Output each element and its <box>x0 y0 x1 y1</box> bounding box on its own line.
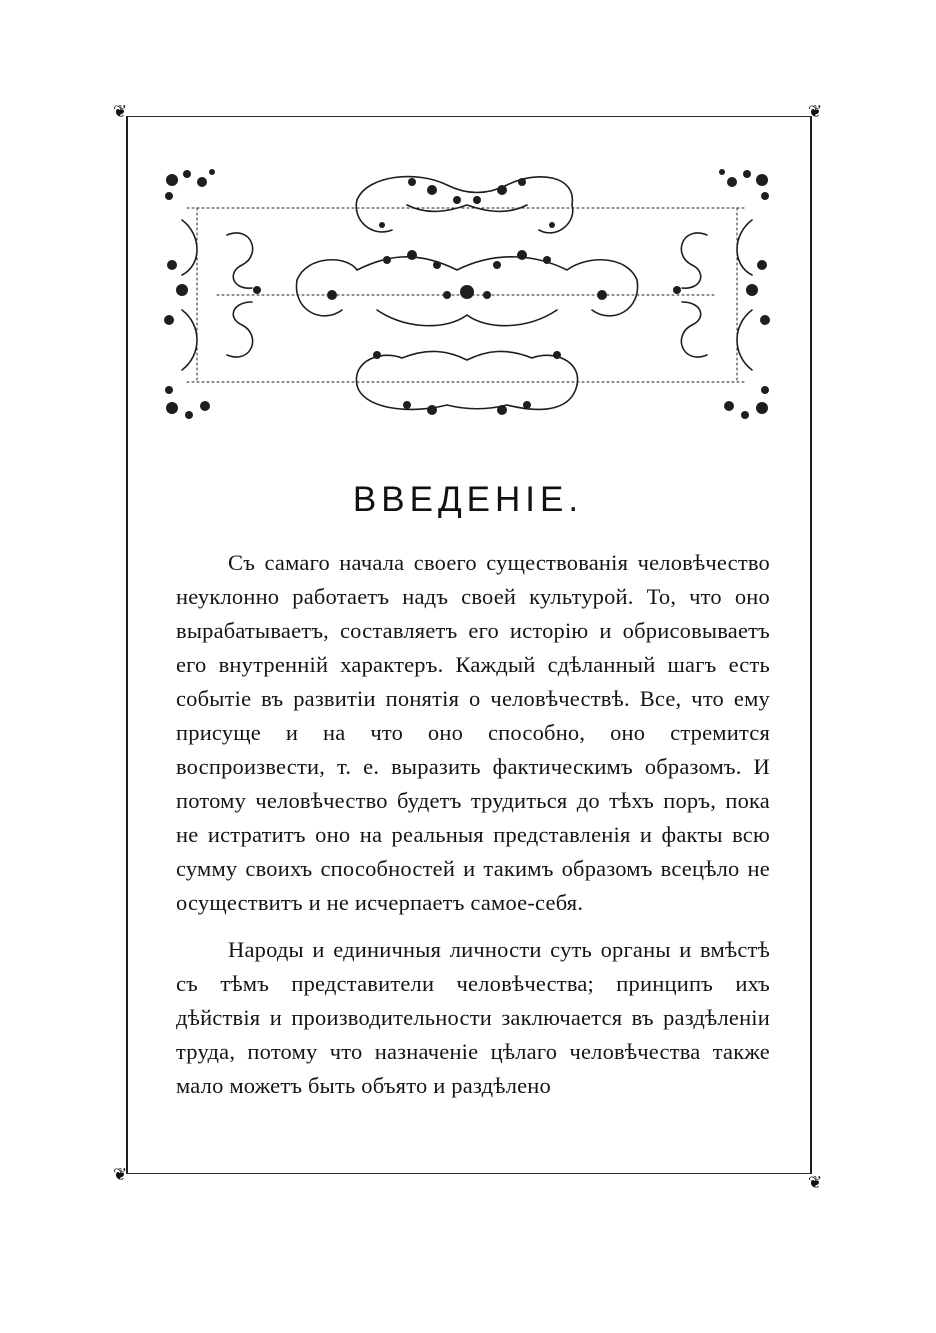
corner-fleuron-icon: ❦ <box>808 1173 823 1192</box>
corner-fleuron-icon: ❦ <box>113 1165 128 1184</box>
paragraph: Народы и единичныя личности суть органы и вмѣстѣ съ тѣмъ представители человѣчества; принципъ ихъ дѣйствія и производительности заключается въ раздѣленіи труда, потому что назначеніе цѣлаго человѣчества также мало можетъ быть объято и раздѣлено <box>176 937 770 1098</box>
paragraph: Съ самаго начала своего существованія человѣчество неуклонно работаетъ надъ своей культурой. То, что оно вырабатываетъ, составляетъ его исторію и обрисовываетъ его внутренній характеръ. Каждый сдѣланный шагъ есть событіе въ развитіи понятія о человѣчествѣ. Все, что ему присуще и на что оно способно, оно стремится воспроизвести, т. е. выразить фактическимъ образомъ. И потому человѣчество будетъ трудиться до тѣхъ поръ, пока не истратитъ оно на реальныя представленія и факты всю сумму своихъ способностей и такимъ образомъ всецѣло не осуществитъ и не исчерпаетъ самое-себя. <box>176 550 770 915</box>
body-text <box>176 546 770 1103</box>
chapter-title: ВВЕДЕНIЕ. <box>352 480 584 519</box>
floral-headpiece-icon <box>157 160 777 430</box>
corner-fleuron-icon: ❦ <box>113 102 128 121</box>
corner-fleuron-icon: ❦ <box>808 102 823 121</box>
